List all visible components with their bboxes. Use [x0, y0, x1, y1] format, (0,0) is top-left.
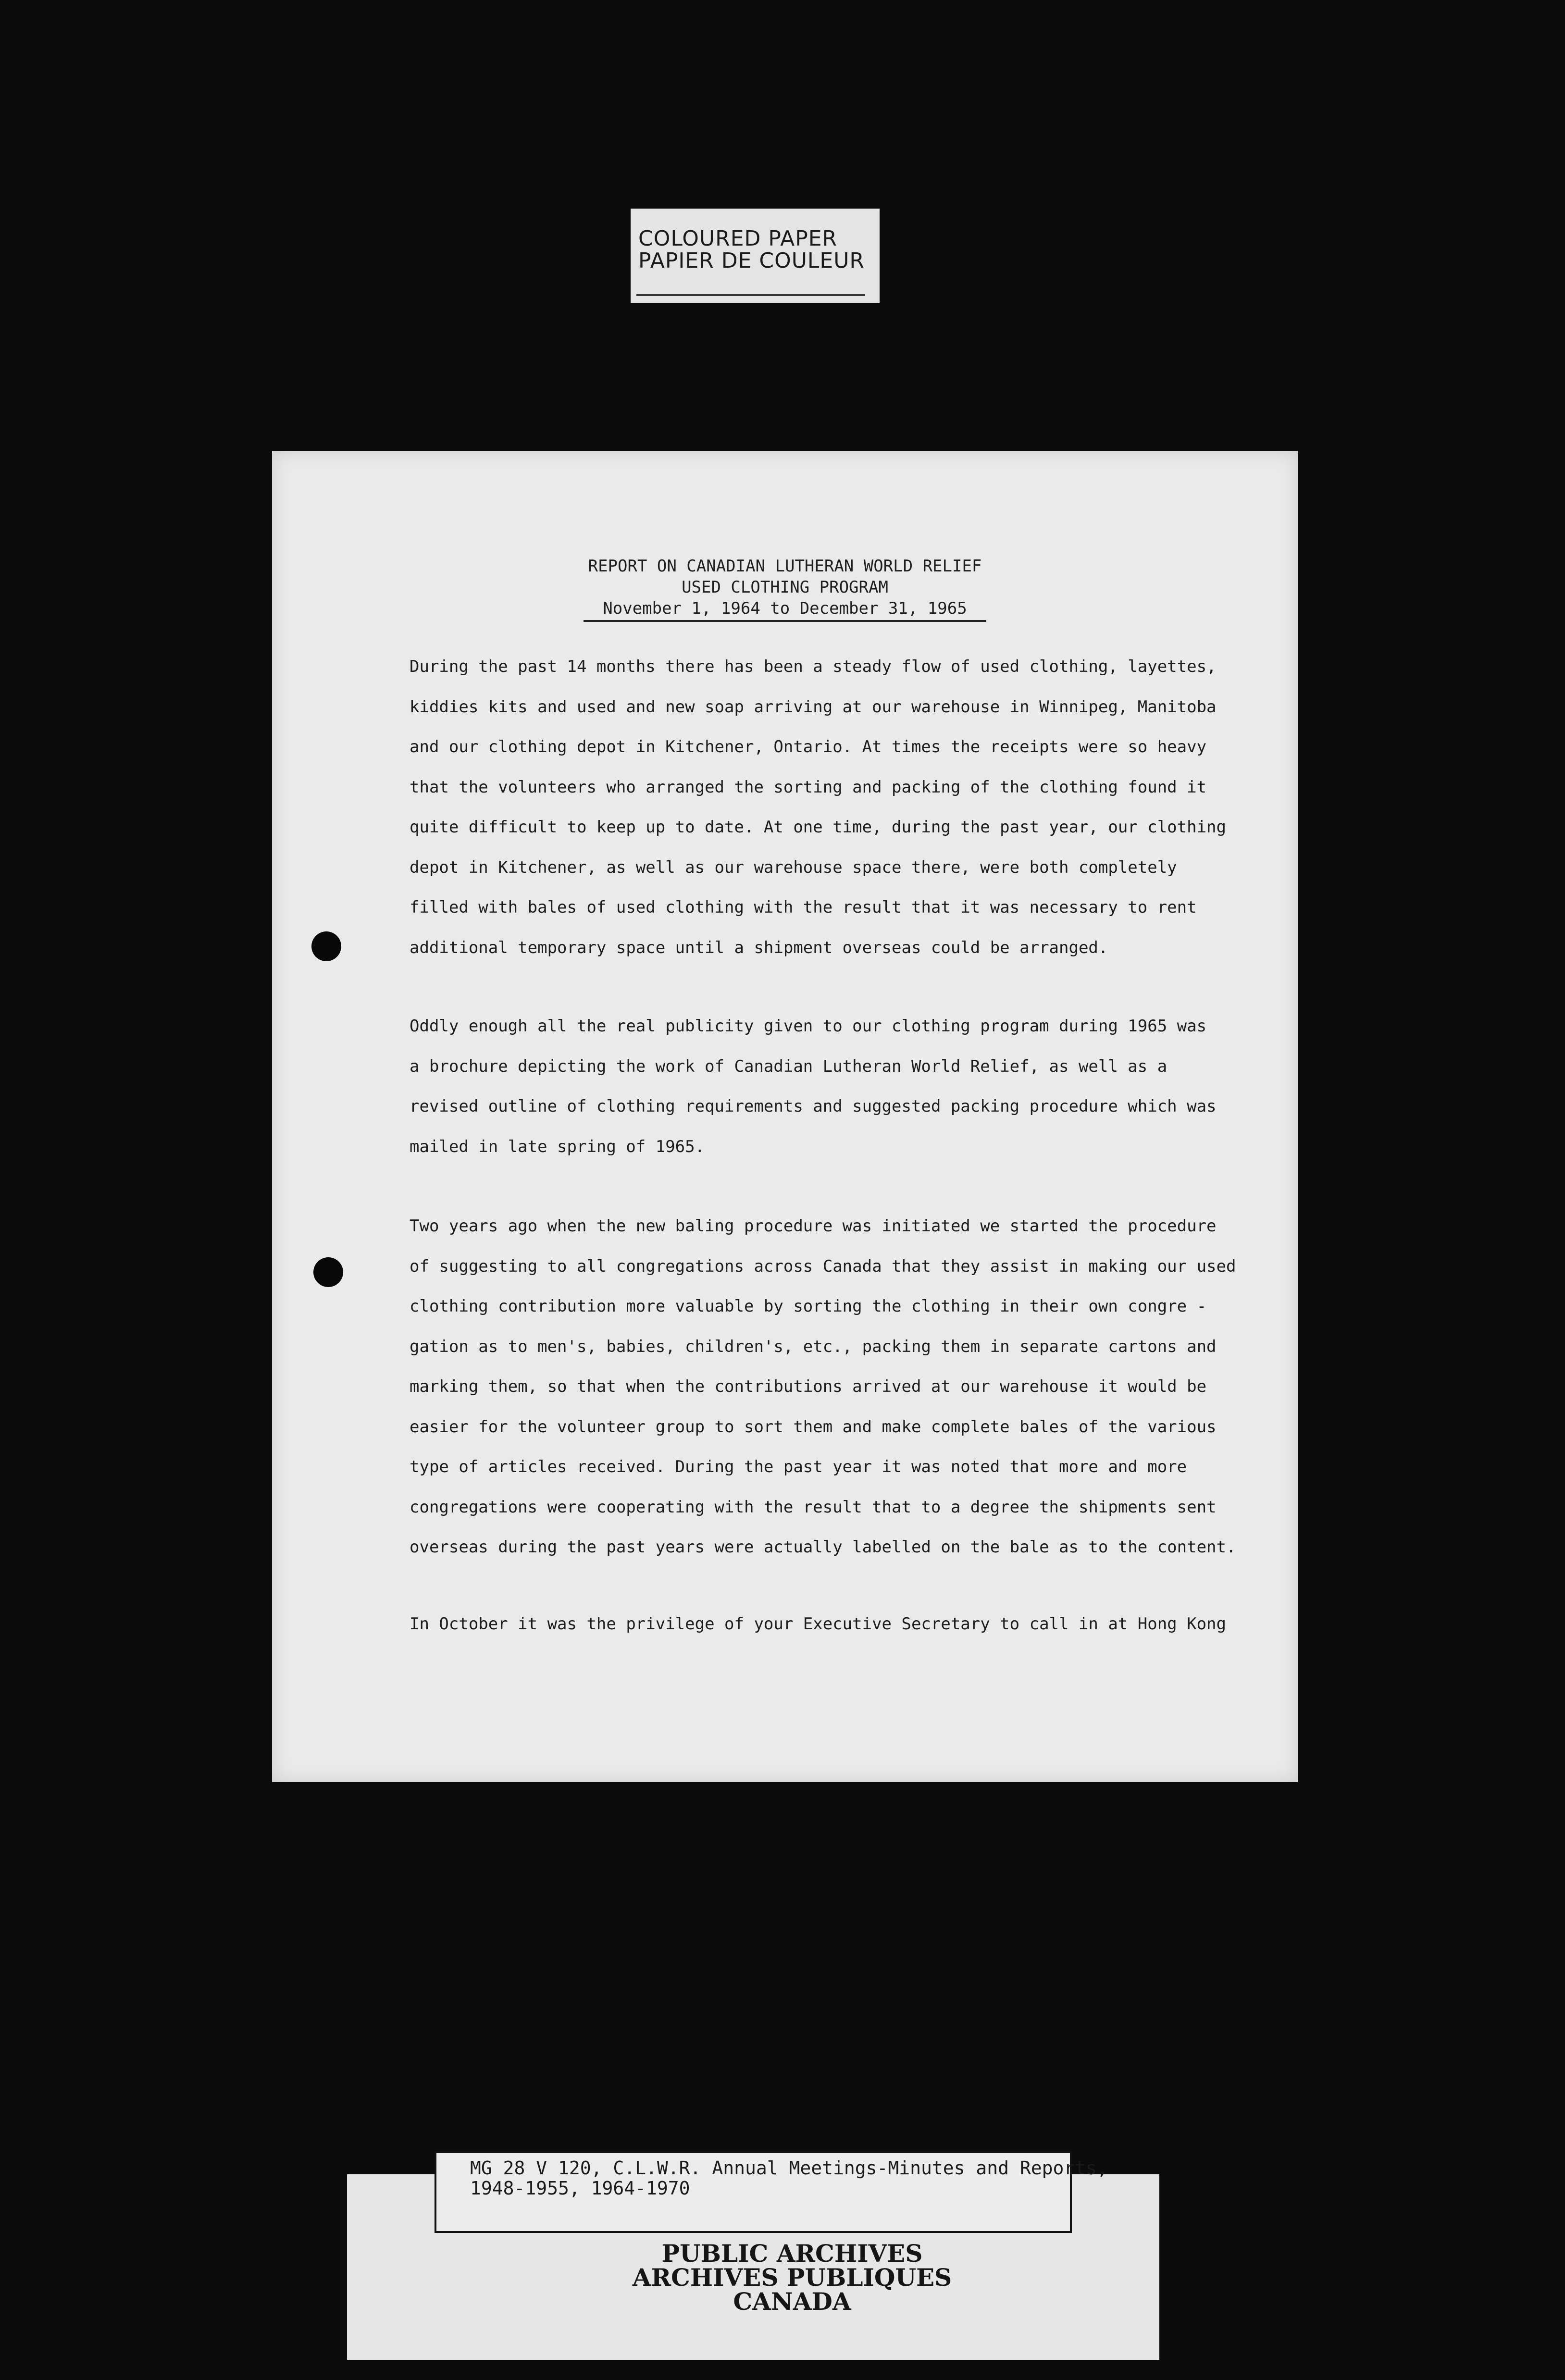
report-date-range: November 1, 1964 to December 31, 1965 [584, 598, 986, 622]
text-line: Oddly enough all the real publicity given to our clothing program during 1965 was [410, 1016, 1207, 1036]
public-archives-stamp [590, 2239, 994, 2316]
text-line: Two years ago when the new baling procedure was initiated we started the procedure [410, 1216, 1217, 1236]
text-line: marking them, so that when the contributions arrived at our warehouse it would be [410, 1377, 1207, 1396]
text-line: depot in Kitchener, as well as our warehouse space there, were both completely [410, 857, 1177, 877]
label-underline [636, 294, 865, 296]
text-line: kiddies kits and used and new soap arriving at our warehouse in Winnipeg, Manitoba [410, 697, 1217, 717]
stamp-line-french: ARCHIVES PUBLIQUES [632, 2263, 952, 2292]
text-line: During the past 14 months there has been a steady flow of used clothing, layettes, [410, 657, 1217, 676]
label-line-english: COLOURED PAPER [638, 226, 838, 251]
paragraph-3 [410, 1206, 1260, 1568]
text-line: that the volunteers who arranged the sorting and packing of the clothing found it [410, 777, 1207, 797]
text-line: of suggesting to all congregations across Canada that they assist in making our used [410, 1256, 1236, 1276]
text-line: overseas during the past years were actually labelled on the bale as to the content. [410, 1537, 1236, 1557]
text-line: congregations were cooperating with the result that to a degree the shipments sent [410, 1497, 1217, 1517]
punch-hole [313, 1257, 343, 1287]
stamp-line-country: CANADA [733, 2287, 851, 2316]
paragraph-2 [410, 1006, 1260, 1167]
reference-line: MG 28 V 120, C.L.W.R. Annual Meetings-Minutes and Reports, [470, 2157, 1108, 2179]
reference-years: 1948-1955, 1964-1970 [470, 2178, 690, 2199]
stamp-line-english: PUBLIC ARCHIVES [661, 2239, 923, 2268]
label-line-french: PAPIER DE COULEUR [638, 248, 865, 273]
coloured-paper-label [631, 209, 880, 303]
reference-label [435, 2151, 1108, 2233]
paragraph-4 [410, 1604, 1260, 1645]
text-line: additional temporary space until a shipment overseas could be arranged. [410, 938, 1108, 957]
text-line: quite difficult to keep up to date. At one time, during the past year, our clothing [410, 818, 1226, 837]
text-line: filled with bales of used clothing with the result that it was necessary to rent [410, 898, 1197, 917]
text-line: mailed in late spring of 1965. [410, 1137, 705, 1156]
punch-hole [311, 931, 341, 961]
text-line: In October it was the privilege of your Executive Secretary to call in at Hong Kong [410, 1614, 1226, 1634]
text-line: easier for the volunteer group to sort them and make complete bales of the various [410, 1417, 1217, 1437]
paragraph-1 [410, 647, 1260, 968]
text-line: and our clothing depot in Kitchener, Ontario. At times the receipts were so heavy [410, 737, 1207, 756]
report-title: REPORT ON CANADIAN LUTHERAN WORLD RELIEF [588, 557, 982, 576]
text-line: revised outline of clothing requirements and suggested packing procedure which was [410, 1097, 1217, 1116]
text-line: clothing contribution more valuable by sorting the clothing in their own congre - [410, 1297, 1207, 1316]
text-line: a brochure depicting the work of Canadian Lutheran World Relief, as well as a [410, 1056, 1168, 1076]
text-line: gation as to men's, babies, children's, etc., packing them in separate cartons and [410, 1337, 1217, 1356]
report-header [272, 556, 1298, 622]
text-line: type of articles received. During the past year it was noted that more and more [410, 1457, 1187, 1476]
report-subtitle: USED CLOTHING PROGRAM [682, 578, 888, 597]
document-page [272, 451, 1298, 1782]
